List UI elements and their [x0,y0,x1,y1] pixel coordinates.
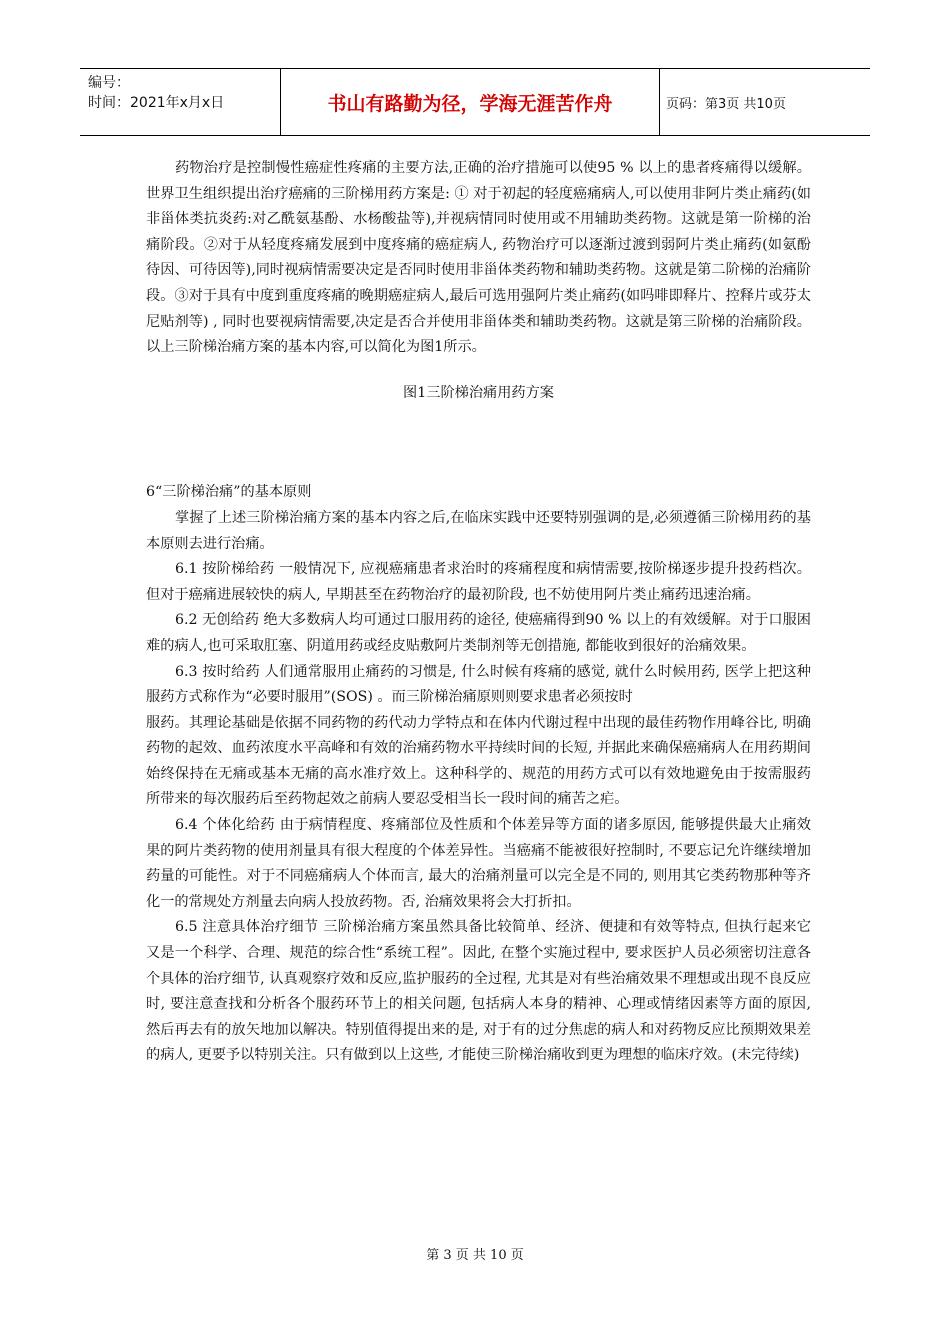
paragraph-6-2: 6.2 无创给药 绝大多数病人均可通过口服用药的途径, 使癌痛得到90 % 以上的有效缓解。对于口服困难的病人,也可采取肛塞、阴道用药或经皮贴敷阿片类制剂等无创措施, 都能收到很好的治痛效果。 [146,612,811,654]
figure-caption: 图1三阶梯治痛用药方案 [403,384,554,401]
document-number-label: 编号： [88,75,130,91]
paragraph-6-4: 6.4 个体化给药 由于病情程度、疼痛部位及性质和个体差异等方面的诸多原因, 能够提供最大止痛效果的阿片类药物的使用剂量具有很大程度的个体差异性。当癌痛不能被很好控制时, 不要忘记允许继续增加药量的可能性。对于不同癌痛病人个体而言, 最大的治痛剂量可以完全是不同的, 则用其它类药物那种等齐化一的常规处方剂量去向病人投放药物。否, 治痛效果将会大打折扣。 [146,817,811,910]
paragraph-principles-intro: 掌握了上述三阶梯治痛方案的基本内容之后,在临床实践中还要特别强调的是,必须遵循三阶梯用药的基本原则去进行治痛。 [146,509,811,552]
document-body [146,156,811,1069]
section-title: 6“三阶梯治痛”的基本原则 [146,484,312,501]
paragraph-6-3: 6.3 按时给药 人们通常服用止痛药的习惯是, 什么时候有疼痛的感觉, 就什么时候用药, 医学上把这种服药方式称作为“必要时服用”(SOS) 。而三阶梯治痛原则则要求患者必须按时 [146,663,811,706]
header-motto: 书山有路勤为径，学海无涯苦作舟 [281,69,660,135]
paragraph-intro: 药物治疗是控制慢性癌症性疼痛的主要方法,正确的治疗措施可以使95 % 以上的患者疼痛得以缓解。世界卫生组织提出治疗癌痛的三阶梯用药方案是: ① 对于初起的轻度癌痛病人,可以使用非阿片类止痛药(如非甾体类抗炎药:对乙酰氨基酚、水杨酸盐等),并视病情同时使用或不用辅助类药物。这就是第一阶梯的治痛阶段。②对于从轻度疼痛发展到中度疼痛的癌症病人, 药物治疗可以逐渐过渡到弱阿片类止痛药(如氨酚待因、可待因等),同时视病情需要决定是否同时使用非甾体类药物和辅助类药物。这就是第二阶梯的治痛阶段。③对于具有中度到重度疼痛的晚期癌症病人,最后可选用强阿片类止痛药(如吗啡即释片、控释片或芬太尼贴剂等) , 同时也要视病情需要,决定是否合并使用非甾体类和辅助类药物。这就是第三阶梯的治痛阶段。以上三阶梯治痛方案的基本内容,可以简化为图1所示。 [146,160,811,356]
header-page-info: 页码：第3页 共10页 [666,96,786,112]
header-meta [80,69,281,135]
paragraph-6-3-continued: 服药。其理论基础是依据不同药物的药代动力学特点和在体内代谢过程中出现的最佳药物作用峰谷比, 明确药物的起效、血药浓度水平高峰和有效的治痛药物水平持续时间的长短, 并据此来确保癌痛病人在用药期间始终保持在无痛或基本无痛的高水准疗效上。这种科学的、规范的用药方式可以有效地避免由于按需服药所带来的每次服药后至药物起效之前病人要忍受相当长一段时间的痛苦之疟。 [146,714,811,808]
paragraph-6-1: 6.1 按阶梯给药 一般情况下, 应视癌痛患者求治时的疼痛程度和病情需要,按阶梯逐步提升投药档次。但对于癌痛进展较快的病人, 早期甚至在药物治疗的最初阶段, 也不妨使用阿片类止痛药迅速治痛。 [146,561,811,603]
page-footer: 第 3 页 共 10 页 [426,1248,524,1263]
document-time-label: 时间：2021年x月x日 [88,95,225,111]
paragraph-6-5: 6.5 注意具体治疗细节 三阶梯治痛方案虽然具备比较简单、经济、便捷和有效等特点, 但执行起来它又是一个科学、合理、规范的综合性“系统工程”。因此, 在整个实施过程中, 要求医护人员必须密切注意各个具体的治疗细节, 认真观察疗效和反应,监护服药的全过程, 尤其是对有些治痛效果不理想或出现不良反应时, 要注意查找和分析各个服药环节上的相关问题, 包括病人本身的精神、心理或情绪因素等方面的原因, 然后再去有的放矢地加以解决。特别值得提出来的是, 对于有的过分焦虑的病人和对药物反应比预期效果差的病人, 更要予以特别关注。只有做到以上这些, 才能使三阶梯治痛收到更为理想的临床疗效。(未完待续) [146,919,811,1064]
page-header [80,68,870,136]
